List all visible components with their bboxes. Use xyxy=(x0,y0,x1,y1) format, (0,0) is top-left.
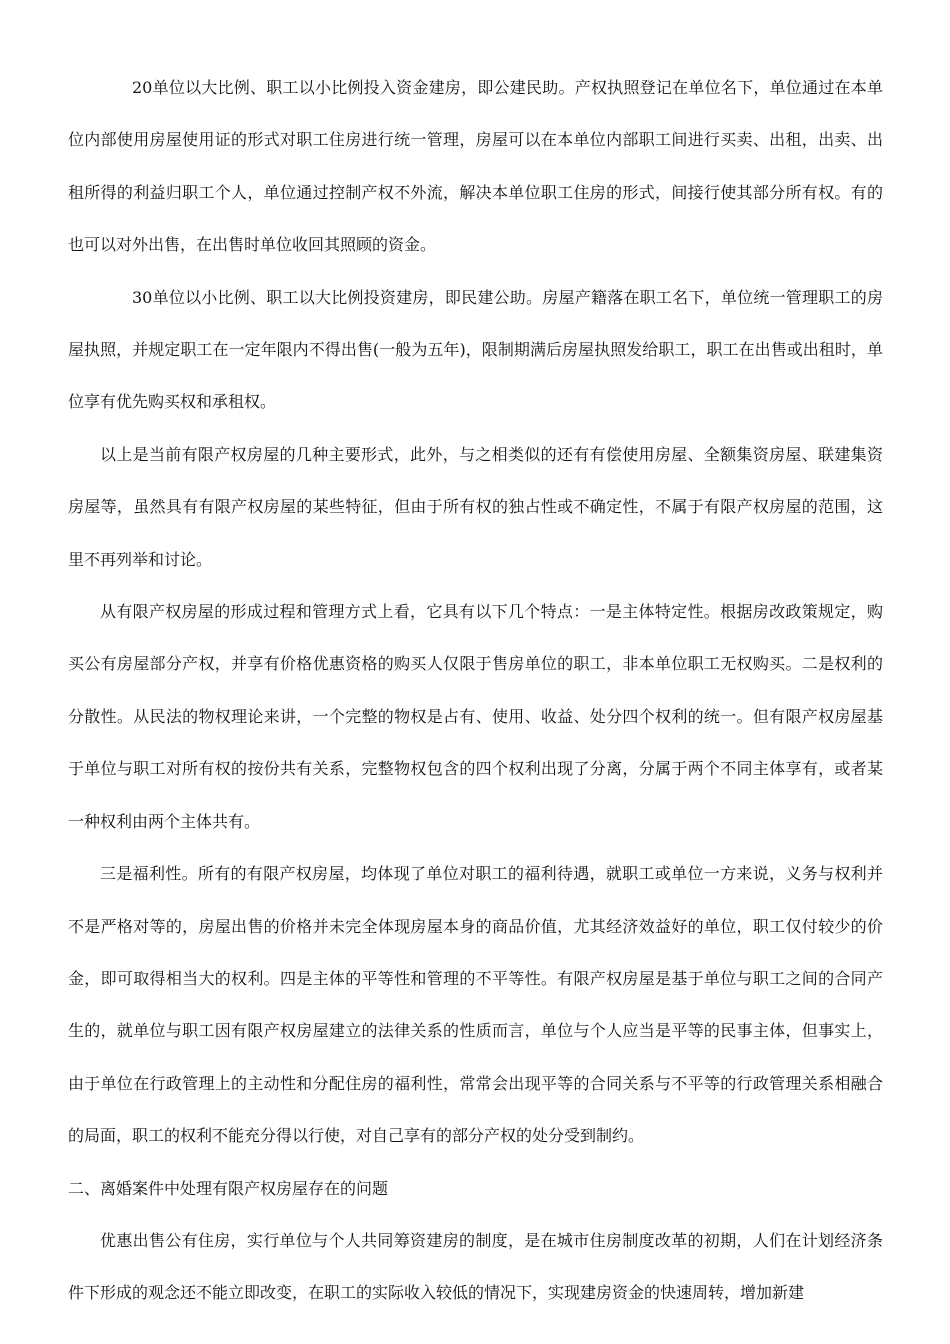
document-page xyxy=(68,62,883,1320)
paragraph-item-20: 20单位以大比例、职工以小比例投入资金建房，即公建民助。产权执照登记在单位名下，单位通过在本单位内部使用房屋使用证的形式对职工住房进行统一管理，房屋可以在本单位内部职工间进行买卖、出租，出卖、出租所得的利益归职工个人，单位通过控制产权不外流，解决本单位职工住房的形式，间接行使其部分所有权。有的也可以对外出售，在出售时单位收回其照顾的资金。 xyxy=(68,78,883,255)
paragraph-housing-reform: 优惠出售公有住房，实行单位与个人共同筹资建房的制度，是在城市住房制度改革的初期，人们在计划经济条件下形成的观念还不能立即改变，在职工的实际收入较低的情况下，实现建房资金的快速周转，增加新建 xyxy=(68,1230,883,1303)
paragraph-item-30: 30单位以小比例、职工以大比例投资建房，即民建公助。房屋产籍落在职工名下，单位统一管理职工的房屋执照，并规定职工在一定年限内不得出售(一般为五年)，限制期满后房屋执照发给职工，职工在出售或出租时，单位享有优先购买权和承租权。 xyxy=(68,287,883,412)
paragraph-limited-property-forms: 以上是当前有限产权房屋的几种主要形式，此外，与之相类似的还有有偿使用房屋、全额集资房屋、联建集资房屋等，虽然具有有限产权房屋的某些特征，但由于所有权的独占性或不确定性，不属于有限产权房屋的范围，这里不再列举和讨论。 xyxy=(68,444,883,569)
paragraph-characteristics: 从有限产权房屋的形成过程和管理方式上看，它具有以下几个特点：一是主体特定性。根据房改政策规定，购买公有房屋部分产权，并享有价格优惠资格的购买人仅限于售房单位的职工，非本单位职工无权购买。二是权利的分散性。从民法的物权理论来讲，一个完整的物权是占有、使用、收益、处分四个权利的统一。但有限产权房屋基于单位与职工对所有权的按份共有关系，完整物权包含的四个权利出现了分离，分属于两个不同主体享有，或者某一种权利由两个主体共有。 xyxy=(68,602,883,831)
section-heading: 二、离婚案件中处理有限产权房屋存在的问题 xyxy=(68,1178,389,1198)
paragraph-welfare: 三是福利性。所有的有限产权房屋，均体现了单位对职工的福利待遇，就职工或单位一方来说，义务与权利并不是严格对等的，房屋出售的价格并未完全体现房屋本身的商品价值，尤其经济效益好的单位，职工仅付较少的价金，即可取得相当大的权利。四是主体的平等性和管理的不平等性。有限产权房屋是基于单位与职工之间的合同产生的，就单位与职工因有限产权房屋建立的法律关系的性质而言，单位与个人应当是平等的民事主体，但事实上，由于单位在行政管理上的主动性和分配住房的福利性，常常会出现平等的合同关系与不平等的行政管理关系相融合的局面，职工的权利不能充分得以行使，对自己享有的部分产权的处分受到制约。 xyxy=(68,864,883,1146)
